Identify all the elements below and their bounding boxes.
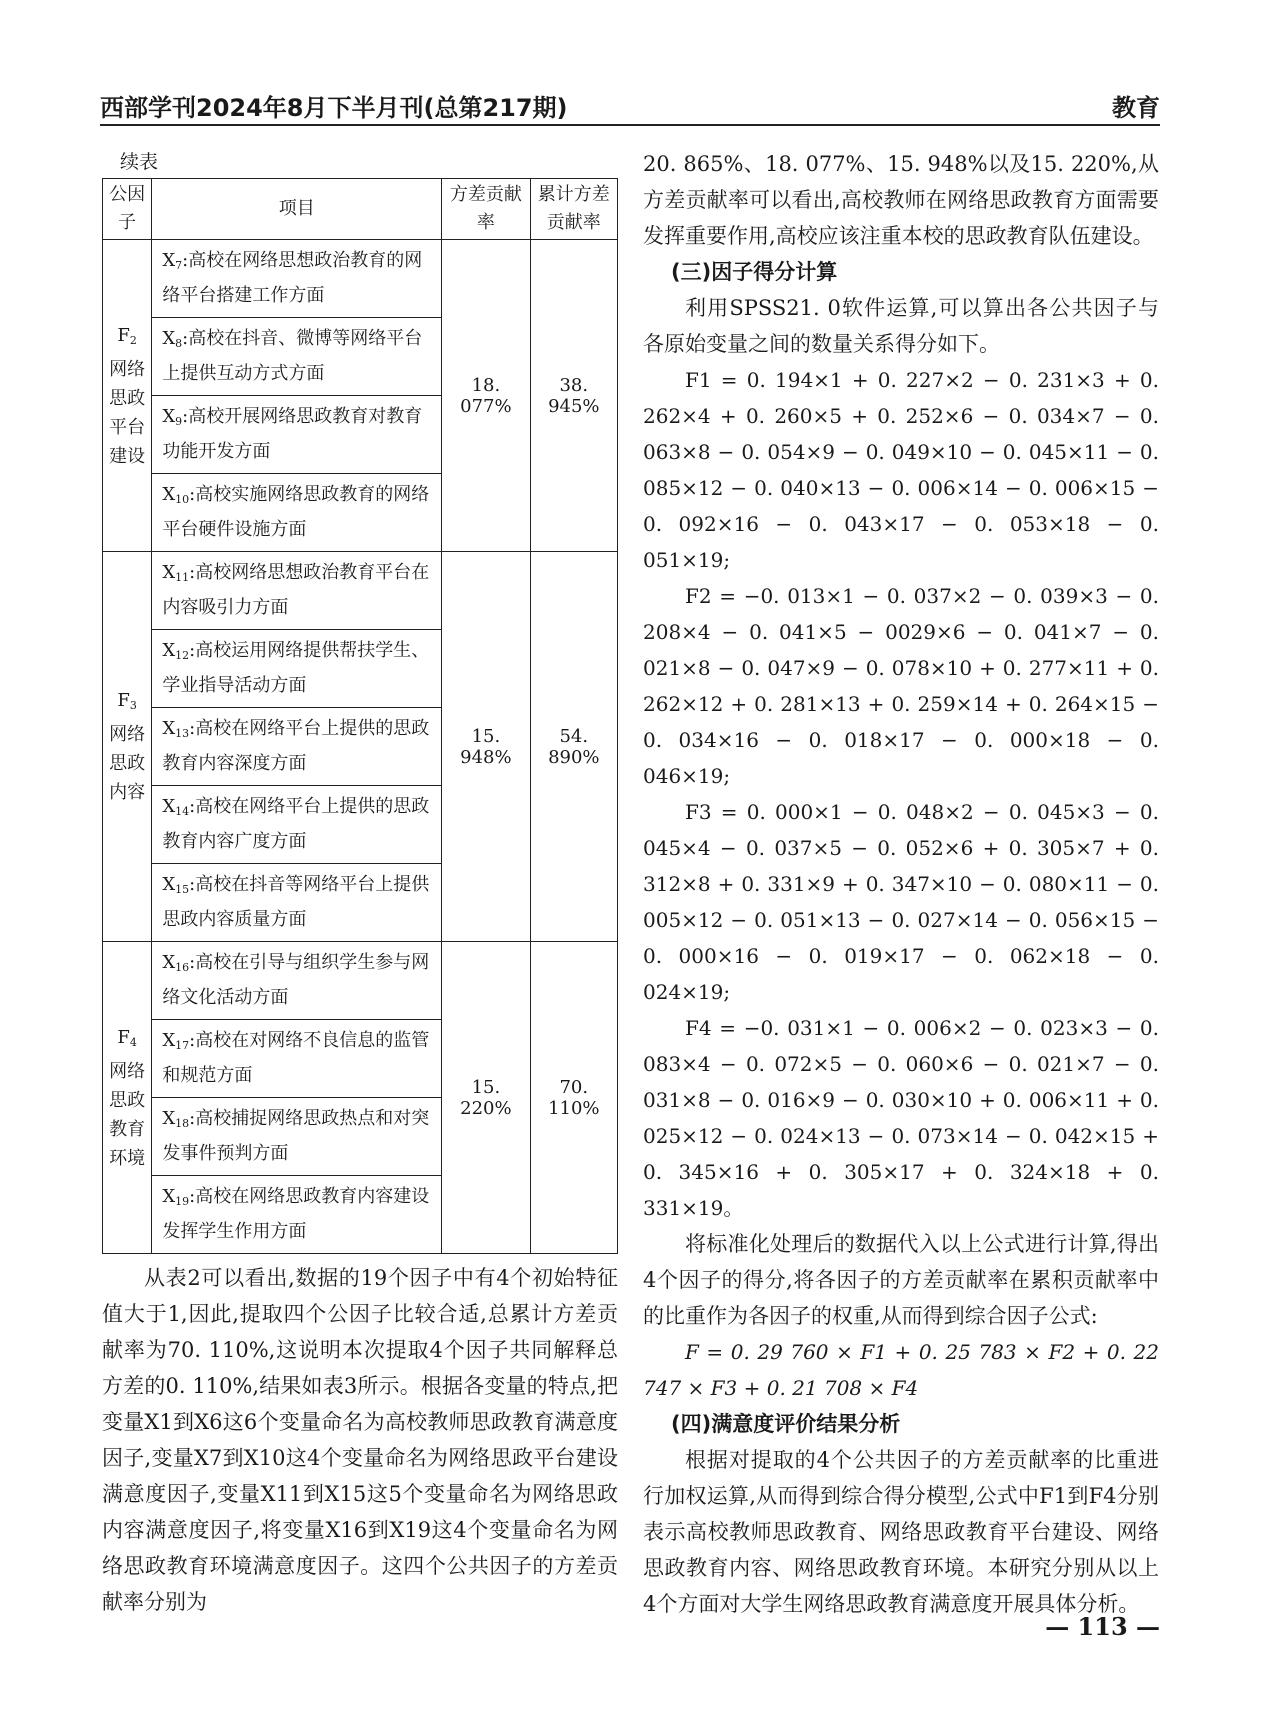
table-row bbox=[103, 552, 618, 630]
table-row bbox=[103, 240, 618, 318]
cumulative-cell: 54. 890% bbox=[530, 552, 617, 942]
cumulative-cell: 70. 110% bbox=[530, 942, 617, 1254]
body-paragraph: 从表2可以看出,数据的19个因子中有4个初始特征值大于1,因此,提取四个公因子比较合适,总累计方差贡献率为70. 110%,这说明本次提取4个因子共同解释总方差的0. 110%,结果如表3所示。根据各变量的特点,把变量X1到X6这6个变量命名为高校教师思政教育满意度因子,变量X7到X10这4个变量命名为网络思政平台建设满意度因子,变量X11到X15这5个变量命名为网络思政内容满意度因子,将变量X16到X19这4个变量命名为网络思政教育环境满意度因子。这四个公共因子的方差贡献率分别为 bbox=[102, 1266, 618, 1614]
table-caption: 续表 bbox=[120, 151, 159, 173]
factor-cell: $F_4$ 网络思政教育环境 bbox=[103, 942, 152, 1254]
section-label: 教育 bbox=[1112, 94, 1160, 122]
header-variance: 方差贡献率 bbox=[442, 179, 530, 240]
item-cell: $X_{15}$:高校在抖音等网络平台上提供思政内容质量方面 bbox=[152, 864, 442, 942]
right-column bbox=[643, 146, 1159, 1622]
formula-composite: F = 0. 29 760 × F1 + 0. 25 783 × F2 + 0. 22 747 × F3 + 0. 21 708 × F4 bbox=[643, 1340, 1159, 1400]
item-cell: $X_{12}$:高校运用网络提供帮扶学生、学业指导活动方面 bbox=[152, 630, 442, 708]
header-item: 项目 bbox=[152, 179, 442, 240]
running-header bbox=[100, 82, 1160, 126]
cumulative-cell: 38. 945% bbox=[530, 240, 617, 552]
body-paragraph: 利用SPSS21. 0软件运算,可以算出各公共因子与各原始变量之间的数量关系得分如下。 bbox=[643, 296, 1159, 356]
table-row bbox=[103, 942, 618, 1020]
item-cell: $X_{14}$:高校在网络平台上提供的思政教育内容广度方面 bbox=[152, 786, 442, 864]
formula-f2: F2 = −0. 013×1 − 0. 037×2 − 0. 039×3 − 0. 208×4 − 0. 041×5 − 0029×6 − 0. 041×7 − 0. 021×8 − 0. 047×9 − 0. 078×10 + 0. 277×11 + 0. 262×12 + 0. 281×13 + 0. 259×14 + 0. 264×15 − 0. 034×16 − 0. 018×17 − 0. 000×18 − 0. 046×19; bbox=[643, 584, 1159, 788]
item-cell: $X_{11}$:高校网络思想政治教育平台在内容吸引力方面 bbox=[152, 552, 442, 630]
item-cell: $X_9$:高校开展网络思政教育对教育功能开发方面 bbox=[152, 396, 442, 474]
item-cell: $X_7$:高校在网络思想政治教育的网络平台搭建工作方面 bbox=[152, 240, 442, 318]
formula-f1: F1 = 0. 194×1 + 0. 227×2 − 0. 231×3 + 0. 262×4 + 0. 260×5 + 0. 252×6 − 0. 034×7 − 0. 063×8 − 0. 054×9 − 0. 049×10 − 0. 045×11 − 0. 085×12 − 0. 040×13 − 0. 006×14 − 0. 006×15 − 0. 092×16 − 0. 043×17 − 0. 053×18 − 0. 051×19; bbox=[643, 368, 1159, 572]
variance-cell: 18. 077% bbox=[442, 240, 530, 552]
item-cell: $X_{18}$:高校捕捉网络思政热点和对突发事件预判方面 bbox=[152, 1098, 442, 1176]
body-paragraph: 根据对提取的4个公共因子的方差贡献率的比重进行加权运算,从而得到综合得分模型,公式中F1到F4分别表示高校教师思政教育、网络思政教育平台建设、网络思政教育内容、网络思政教育环境。本研究分别从以上4个方面对大学生网络思政教育满意度开展具体分析。 bbox=[643, 1448, 1159, 1616]
item-cell: $X_{16}$:高校在引导与组织学生参与网络文化活动方面 bbox=[152, 942, 442, 1020]
section-heading: (三)因子得分计算 bbox=[671, 260, 838, 284]
item-cell: $X_{19}$:高校在网络思政教育内容建设发挥学生作用方面 bbox=[152, 1176, 442, 1254]
variance-cell: 15. 220% bbox=[442, 942, 530, 1254]
formula-f4: F4 = −0. 031×1 − 0. 006×2 − 0. 023×3 − 0. 083×4 − 0. 072×5 − 0. 060×6 − 0. 021×7 − 0. 031×8 − 0. 016×9 − 0. 030×10 + 0. 006×11 + 0. 025×12 − 0. 024×13 − 0. 073×14 − 0. 042×15 + 0. 345×16 + 0. 305×17 + 0. 324×18 + 0. 331×19。 bbox=[643, 1016, 1159, 1220]
factor-cell: $F_3$ 网络思政内容 bbox=[103, 552, 152, 942]
item-cell: $X_{13}$:高校在网络平台上提供的思政教育内容深度方面 bbox=[152, 708, 442, 786]
body-paragraph: 20. 865%、18. 077%、15. 948%以及15. 220%,从方差贡献率可以看出,高校教师在网络思政教育方面需要发挥重要作用,高校应该注重本校的思政教育队伍建设。 bbox=[643, 152, 1159, 248]
body-paragraph: 将标准化处理后的数据代入以上公式进行计算,得出4个因子的得分,将各因子的方差贡献率在累积贡献率中的比重作为各因子的权重,从而得到综合因子公式: bbox=[643, 1232, 1159, 1328]
page-number: — 113 — bbox=[1045, 1612, 1160, 1641]
formula-f3: F3 = 0. 000×1 − 0. 048×2 − 0. 045×3 − 0. 045×4 − 0. 037×5 − 0. 052×6 + 0. 305×7 + 0. 312×8 + 0. 331×9 + 0. 347×10 − 0. 080×11 − 0. 005×12 − 0. 051×13 − 0. 027×14 − 0. 056×15 − 0. 000×16 − 0. 019×17 − 0. 062×18 − 0. 024×19; bbox=[643, 800, 1159, 1004]
header-factor: 公因子 bbox=[103, 179, 152, 240]
header-cumulative: 累计方差贡献率 bbox=[530, 179, 617, 240]
table-header-row bbox=[103, 179, 618, 240]
item-cell: $X_{17}$:高校在对网络不良信息的监管和规范方面 bbox=[152, 1020, 442, 1098]
section-heading: (四)满意度评价结果分析 bbox=[671, 1412, 901, 1436]
left-column bbox=[102, 146, 618, 1620]
variance-cell: 15. 948% bbox=[442, 552, 530, 942]
item-cell: $X_8$:高校在抖音、微博等网络平台上提供互动方式方面 bbox=[152, 318, 442, 396]
item-cell: $X_{10}$:高校实施网络思政教育的网络平台硬件设施方面 bbox=[152, 474, 442, 552]
factor-cell: $F_2$ 网络思政平台建设 bbox=[103, 240, 152, 552]
factor-table bbox=[102, 178, 618, 1254]
journal-issue: 西部学刊2024年8月下半月刊(总第217期) bbox=[100, 94, 568, 122]
